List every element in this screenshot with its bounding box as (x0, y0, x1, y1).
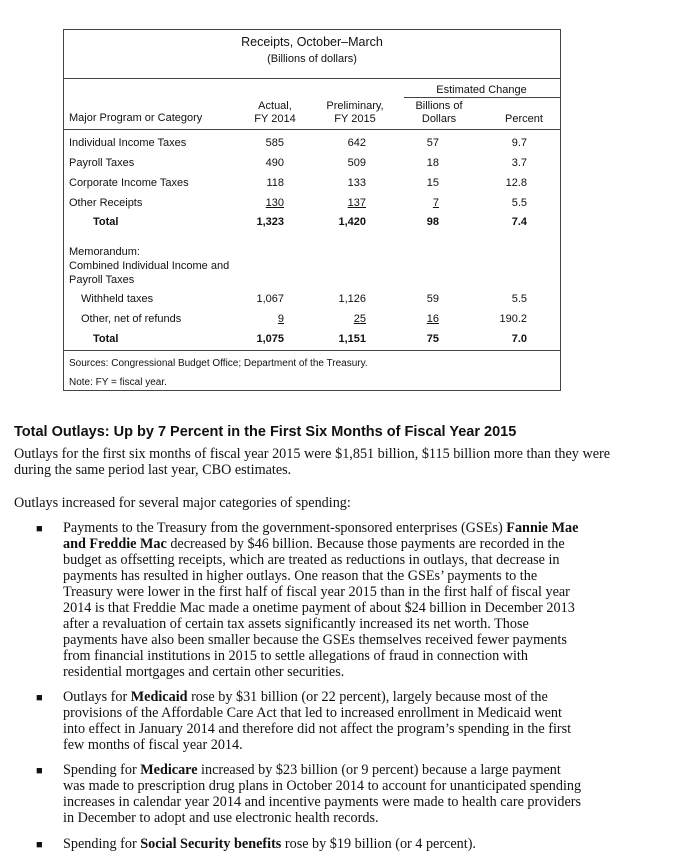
memo-label: Payroll Taxes (69, 274, 135, 286)
paragraph-line: during the same period last year, CBO estimates. (14, 462, 292, 478)
row-label-total: Total (93, 216, 119, 228)
bullet-line: few months of fiscal year 2014. (63, 737, 243, 753)
col-header-prelim-1: Preliminary, (326, 100, 384, 112)
col-header-billions-2: Dollars (421, 113, 457, 125)
row-percent: 7.4 (511, 216, 527, 228)
col-header-actual-1: Actual, (258, 100, 292, 112)
row-prelim: 1,420 (338, 216, 366, 228)
row-percent: 9.7 (511, 137, 527, 149)
table-header-rule (64, 129, 561, 130)
bullet-line: provisions of the Affordable Care Act that led to increased enrollment in Medicaid went (63, 705, 562, 721)
bullet-square-icon: ■ (36, 692, 43, 704)
memo-row-percent: 190.2 (499, 313, 527, 325)
col-header-category: Major Program or Category (69, 112, 203, 124)
memo-row-prelim: 1,151 (338, 333, 366, 345)
bullet-line (63, 689, 583, 705)
bullet-text-span: Spending for (63, 762, 141, 778)
bullet-social-security (63, 836, 583, 852)
paragraph-outlays (14, 446, 610, 478)
memo-row-label: Other, net of refunds (81, 313, 182, 325)
row-percent: 12.8 (505, 177, 527, 189)
paragraph-line: Outlays for the first six months of fiscal year 2015 were $1,851 billion, $115 billion more than they were (14, 446, 611, 462)
memo-row-actual: 1,075 (256, 333, 284, 345)
row-label: Corporate Income Taxes (69, 177, 189, 189)
bullet-line (63, 520, 583, 536)
table-sources: Sources: Congressional Budget Office; Department of the Treasury. (69, 358, 368, 369)
bullet-line: was made to prescription drug plans in October 2014 to account for unanticipated spending (63, 778, 582, 794)
row-actual: 585 (265, 137, 284, 149)
row-label: Individual Income Taxes (69, 137, 187, 149)
bullet-text-span: rose by $19 billion (or 4 percent). (281, 836, 476, 852)
estimated-change-header: Estimated Change (436, 84, 527, 96)
row-prelim: 509 (347, 157, 366, 169)
paragraph-categories: Outlays increased for several major categories of spending: (14, 495, 351, 511)
col-header-billions-1: Billions of (415, 100, 463, 112)
table-note: Note: FY = fiscal year. (69, 377, 167, 388)
bullet-line: payments has resulted in higher outlays. One reason that the GSEs’ payments to the (63, 568, 538, 584)
row-prelim: 133 (347, 177, 366, 189)
bullet-bold-span: Social Security benefits (140, 836, 282, 852)
bullet-text-span: Outlays for (63, 689, 131, 705)
table-divider (64, 78, 561, 79)
bullet-square-icon: ■ (36, 765, 43, 777)
bullet-text-span: Spending for (63, 836, 141, 852)
memo-row-label: Withheld taxes (81, 293, 154, 305)
row-billions: 7 (432, 197, 439, 209)
estimated-change-rule (404, 97, 561, 98)
bullet-line: Treasury were lower in the first half of fiscal year 2015 than in the first half of fiscal year (63, 584, 570, 600)
col-header-actual-2: FY 2014 (254, 113, 296, 125)
bullet-medicare (63, 762, 583, 826)
table-subtitle: (Billions of dollars) (267, 53, 357, 65)
row-actual: 130 (265, 197, 284, 209)
memo-row-prelim: 25 (353, 313, 366, 325)
bullet-bold-span: Medicaid (130, 689, 188, 705)
memo-row-actual: 1,067 (256, 293, 284, 305)
row-actual: 490 (265, 157, 284, 169)
row-billions: 18 (426, 157, 439, 169)
row-billions: 98 (426, 216, 439, 228)
bullet-line (63, 762, 583, 778)
row-actual: 118 (266, 177, 284, 189)
bullet-square-icon: ■ (36, 839, 43, 851)
bullet-line (63, 536, 583, 552)
row-label: Other Receipts (69, 197, 143, 209)
bullet-line: payments have also been smaller because the GSEs themselves received fewer payments (63, 632, 567, 648)
row-prelim: 642 (347, 137, 366, 149)
memo-row-percent: 7.0 (511, 333, 527, 345)
bullet-line: into effect in January 2014 and therefore did not affect the program’s spending in the first (63, 721, 572, 737)
memo-label: Combined Individual Income and (69, 260, 230, 272)
row-billions: 57 (426, 137, 439, 149)
memo-label: Memorandum: (69, 246, 140, 258)
table-title: Receipts, October–March (241, 35, 383, 49)
memo-row-billions: 75 (426, 333, 439, 345)
memo-row-billions: 59 (426, 293, 439, 305)
memo-row-prelim: 1,126 (338, 293, 366, 305)
bullet-line: increases in calendar year 2014 and incentive payments were made to health care providers (63, 794, 582, 810)
bullet-line: in December to adopt and use electronic health records. (63, 810, 379, 826)
bullet-line: residential mortgages and certain other securities. (63, 664, 345, 680)
bullet-medicaid (63, 689, 583, 753)
bullet-square-icon: ■ (36, 523, 43, 535)
memo-row-billions: 16 (426, 313, 439, 325)
table-footer-rule (64, 350, 561, 351)
bullet-line: after a revaluation of certain tax assets significantly increased its net worth. Those (63, 616, 529, 632)
col-header-percent: Percent (505, 113, 543, 125)
section-heading: Total Outlays: Up by 7 Percent in the First Six Months of Fiscal Year 2015 (14, 424, 517, 440)
row-percent: 3.7 (511, 157, 527, 169)
bullet-line: from financial institutions in 2015 to settle allegations of fraud in connection with (63, 648, 528, 664)
memo-row-actual: 9 (277, 313, 284, 325)
bullet-text-span: Payments to the Treasury from the government-sponsored enterprises (GSEs) (63, 520, 507, 536)
bullet-text-span: rose by $31 billion (or 22 percent), largely because most of the (187, 689, 548, 705)
bullet-bold-span: and Freddie Mac (63, 536, 167, 552)
row-billions: 15 (426, 177, 439, 189)
memo-row-label-total: Total (93, 333, 119, 345)
row-label: Payroll Taxes (69, 157, 135, 169)
row-percent: 5.5 (511, 197, 527, 209)
bullet-bold-span: Fannie Mae (506, 520, 579, 536)
memo-row-percent: 5.5 (511, 293, 527, 305)
row-prelim: 137 (347, 197, 366, 209)
bullet-text-span: decreased by $46 billion. Because those payments are recorded in the (166, 536, 565, 552)
bullet-text-span: increased by $23 billion (or 9 percent) because a large payment (197, 762, 561, 778)
bullet-line (63, 836, 583, 852)
bullet-fannie-freddie (63, 520, 583, 680)
bullet-line: 2014 is that Freddie Mac made a onetime payment of about $24 billion in December 2013 (63, 600, 575, 616)
bullet-line: budget as offsetting receipts, which are treated as reductions in outlays, that decrease in (63, 552, 560, 568)
col-header-prelim-2: FY 2015 (334, 113, 376, 125)
receipts-table (63, 29, 561, 391)
row-actual: 1,323 (256, 216, 284, 228)
bullet-bold-span: Medicare (140, 762, 198, 778)
